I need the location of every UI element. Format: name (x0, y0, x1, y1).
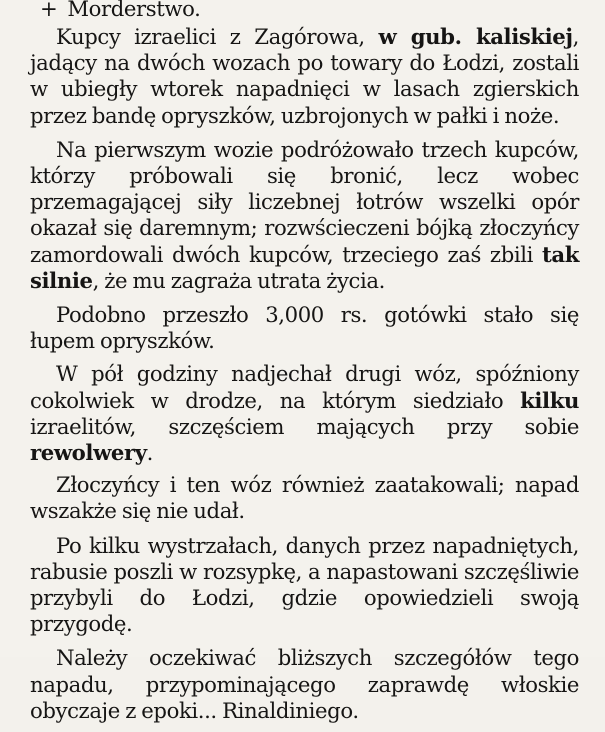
article-body (30, 24, 579, 732)
text-segment: . (146, 440, 153, 466)
paragraph-2 (30, 137, 579, 294)
paragraph-4 (30, 361, 579, 466)
bold-segment: kilku (520, 387, 579, 413)
article-title (40, 0, 200, 22)
text-segment: izraelitów, szczęściem mających przy sobie (30, 413, 579, 439)
text-segment: , że mu zagraża utrata życia. (92, 267, 385, 293)
text-segment: Na pierwszym wozie podróżowało trzech kupców, którzy próbowali się bronić, lecz wobec przemagającej siły liczebnej łotrów wszelki opór okazał się daremnym; rozwścieczeni bójką złoczyńcy zamordowali dwóch kupców, trzeciego zaś zbili (30, 136, 579, 267)
text-segment: , jadący na dwóch wozach po towary do Łodzi, zostali w ubiegły wtorek napadnięci w lasach zgierskich przez bandę opryszków, uzbrojonych w pałki i noże. (30, 24, 579, 128)
paragraph-6 (30, 533, 579, 638)
text-segment: Po kilku wystrzałach, danych przez napadniętych, rabusie poszli w rozsypkę, a napastowani szczęśliwie przybyli do Łodzi, gdzie opowiedzieli swoją przygodę. (30, 532, 579, 637)
paragraph-7 (30, 645, 579, 724)
article-title-text: Morderstwo. (67, 0, 201, 21)
text-segment: W pół godziny nadjechał drugi wóz, spóźniony cokolwiek w drodze, na którym siedziało (30, 361, 579, 413)
text-segment: Podobno przeszło 3,000 rs. gotówki stało się łupem opryszków. (30, 302, 579, 354)
text-segment: Złoczyńcy i ten wóz również zaatakowali; napad wszakże się nie udał. (30, 472, 579, 524)
text-segment: Należy oczekiwać bliższych szczegółów tego napadu, przypominającego zaprawdę włoskie obyczaje z epoki... Rinaldiniego. (30, 645, 579, 723)
cross-marker-icon: + (40, 0, 58, 21)
text-segment: Kupcy izraelici z Zagórowa, (56, 24, 379, 49)
bold-segment: tak silnie (30, 241, 579, 293)
paragraph-5 (30, 472, 579, 524)
bold-segment: rewolwery (30, 440, 147, 466)
bold-segment: w gub. kaliskiej (378, 24, 573, 49)
paragraph-3 (30, 302, 579, 354)
paragraph-1 (30, 24, 579, 129)
